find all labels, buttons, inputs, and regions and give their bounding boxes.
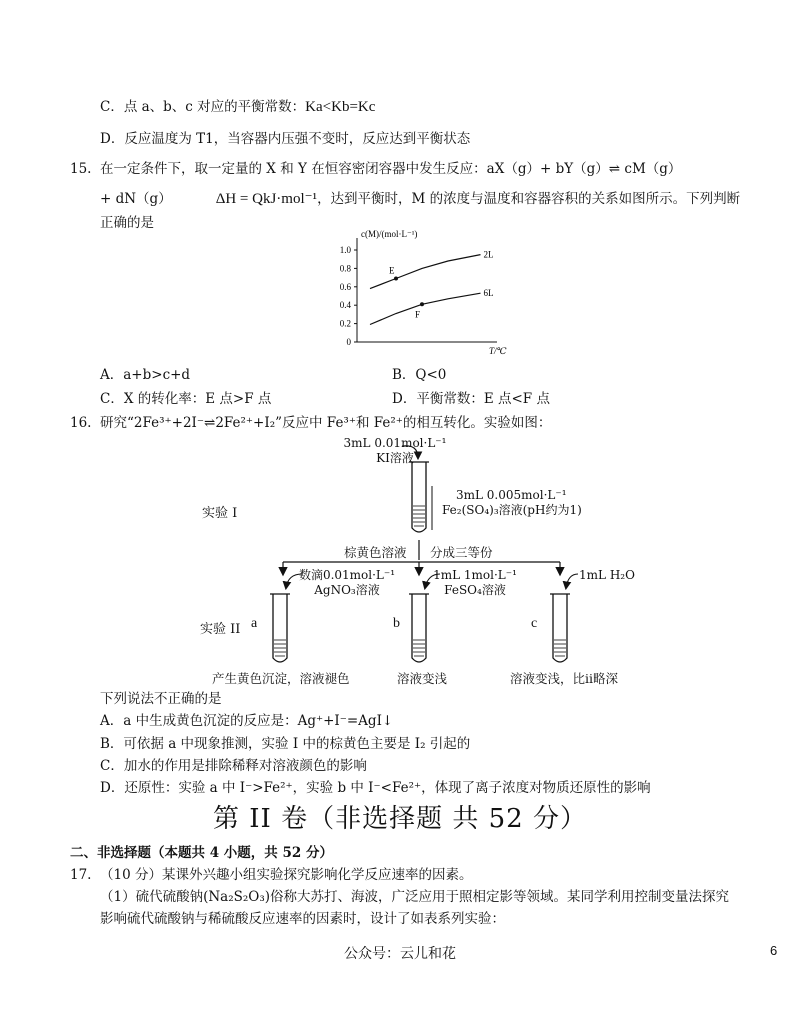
y-tick-label: 1.0: [339, 245, 351, 255]
y-tick-label: 0.2: [339, 318, 351, 329]
footer-text: 公众号：云儿和花: [344, 946, 456, 962]
q17-number: 17.: [70, 867, 92, 883]
q15-stem-line1: 在一定条件下，取一定量的 X 和 Y 在恒容密闭容器中发生反应：aX（g）+ bY（g）⇌ cM（g）: [100, 161, 682, 177]
tube-a-reagent-label: 数滴0.01mol·L⁻¹ AgNO₃溶液: [298, 568, 396, 597]
q15-option-c: C．X 的转化率：E 点>F 点: [100, 391, 272, 407]
tube-b-observation: 溶液变浅: [397, 671, 448, 686]
section-2-title: 第 II 卷（非选择题 共 52 分）: [213, 804, 587, 834]
q16-number: 16.: [70, 415, 92, 431]
q16-option-d: D．还原性：实验 a 中 I⁻>Fe²⁺，实验 b 中 I⁻<Fe²⁺，体现了离子浓度对物质还原性的影响: [100, 780, 651, 796]
section-2-heading: 二、非选择题（本题共 4 小题，共 52 分）: [70, 845, 333, 861]
x-axis-label: T/℃: [489, 346, 507, 356]
y-tick-label: 0.4: [339, 300, 351, 311]
q15-stem-line2: + dN（g） ΔH = QkJ·mol⁻¹，达到平衡时，M 的浓度与温度和容器容积的关系如图所示。下列判断: [100, 191, 741, 207]
y-tick-label: 0: [346, 337, 351, 347]
tube-c-letter: c: [531, 616, 538, 631]
q16-option-c: C．加水的作用是排除稀释对溶液颜色的影响: [100, 758, 367, 774]
equilibrium-constant-relation: Ka<Kb=Kc: [305, 99, 376, 115]
y-axis-label: c(M)/(mol·L⁻¹): [361, 229, 418, 239]
point-label-F: F: [415, 309, 421, 320]
split-three-label: 分成三等份: [430, 545, 493, 560]
q17-part1-line1: （1）硫代硫酸钠(Na₂S₂O₃)俗称大苏打、海波，广泛应用于照相定影等领域。某同学利用控制变量法探究: [100, 889, 730, 905]
q15-option-b: B．Q<0: [392, 367, 447, 383]
tube-c-reagent-label: 1mL H₂O: [579, 568, 635, 582]
q16-stem: 研究“2Fe³⁺+2I⁻⇌2Fe²⁺+I₂”反应中 Fe³⁺和 Fe²⁺的相互转化。实验如图：: [100, 415, 552, 431]
y-tick-label: 0.8: [339, 263, 351, 274]
q15-option-d: D．平衡常数：E 点<F 点: [392, 391, 550, 407]
tube-a-observation: 产生黄色沉淀，溶液褪色: [212, 671, 350, 686]
tube-a-letter: a: [251, 616, 258, 631]
ki-reagent-label: 3mL 0.01mol·L⁻¹ KI溶液: [343, 436, 447, 465]
experiment-2-label: 实验 II: [200, 622, 241, 637]
q14-option-d: D．反应温度为 T1，当容器内压强不变时，反应达到平衡状态: [100, 131, 471, 147]
test-tube-b: [409, 594, 429, 662]
fe-reagent-label: 3mL 0.005mol·L⁻¹ Fe₂(SO₄)₃溶液(pH约为1): [442, 488, 582, 517]
q16-option-b: B．可依据 a 中现象推测，实验 I 中的棕黄色主要是 I₂ 引起的: [100, 736, 471, 752]
q17-stem: （10 分）某课外兴趣小组实验探究影响化学反应速率的因素。: [100, 867, 473, 883]
brown-solution-label: 棕黄色溶液: [344, 545, 407, 560]
series-label-2L: 2L: [483, 249, 494, 260]
tube-b-reagent-label: 1mL 1mol·L⁻¹ FeSO₄溶液: [433, 568, 517, 597]
test-tube-a: [270, 594, 290, 662]
test-tube-experiment-1: [409, 462, 429, 532]
experiment-1-label: 实验 I: [202, 506, 238, 521]
tube-b-letter: b: [393, 616, 400, 631]
q15-number: 15.: [70, 161, 92, 177]
y-tick-label: 0.6: [339, 281, 351, 292]
q15-stem-line3: 正确的是: [100, 215, 154, 231]
tube-c-observation: 溶液变浅，比ii略深: [510, 671, 618, 686]
page-number: 6: [770, 943, 778, 958]
q16-question: 下列说法不正确的是: [100, 691, 222, 707]
point-label-E: E: [389, 265, 395, 276]
q17-part1-line2: 影响硫代硫酸钠与稀硫酸反应速率的因素时，设计了如表系列实验：: [100, 911, 505, 927]
q15-option-a: A．a+b>c+d: [100, 367, 191, 383]
q14-option-c: C．点 a、b、c 对应的平衡常数：Ka<Kb=Kc: [100, 99, 376, 115]
series-label-6L: 6L: [483, 288, 494, 299]
test-tube-c: [550, 594, 570, 662]
q16-option-a: A．a 中生成黄色沉淀的反应是：Ag⁺+I⁻=AgI↓: [100, 713, 394, 729]
